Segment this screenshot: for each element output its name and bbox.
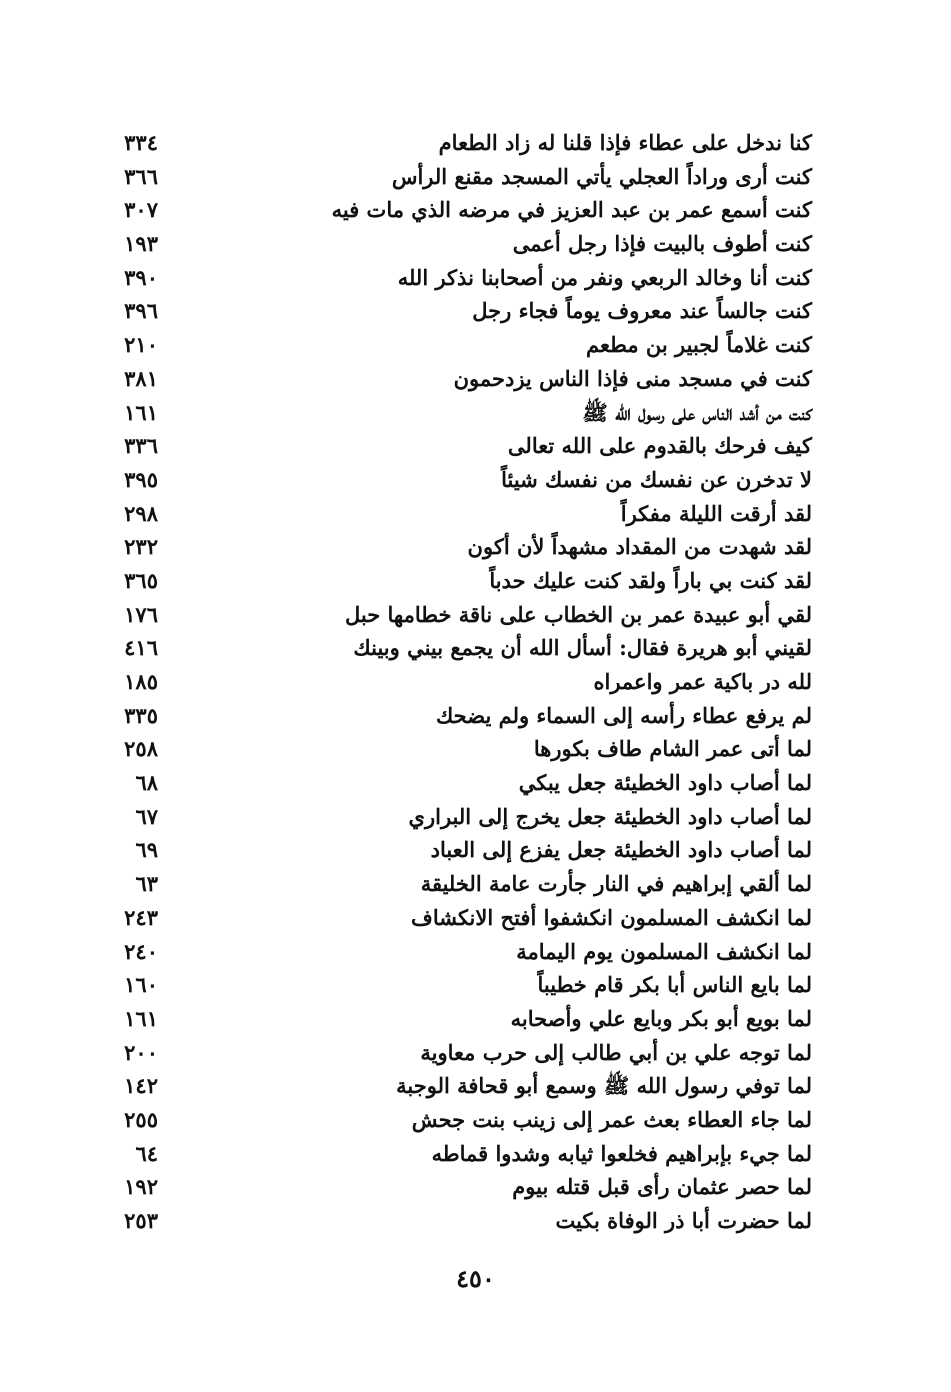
entry-text: لم يرفع عطاء رأسه إلى السماء ولم يضحك — [435, 702, 812, 728]
index-entry — [100, 261, 812, 295]
entry-page-number: ٣٣٦ — [124, 433, 158, 459]
entry-page-number: ٣٨١ — [124, 365, 158, 391]
entry-text: لما بايع الناس أبا بكر قام خطيباً — [537, 972, 812, 998]
entry-page-number: ٢٩٨ — [124, 500, 158, 526]
entry-page-number: ١٩٣ — [124, 231, 158, 257]
index-entry — [100, 800, 812, 834]
index-entry — [100, 294, 812, 328]
entry-text: لما بويع أبو بكر وبايع علي وأصحابه — [510, 1005, 812, 1031]
entry-page-number: ٣٣٥ — [124, 702, 158, 728]
index-entry — [100, 968, 812, 1002]
entry-page-number: ٦٣ — [135, 871, 158, 897]
entry-text: كنت أطوف بالبيت فإذا رجل أعمى — [512, 231, 812, 257]
entry-page-number: ٣٣٤ — [124, 130, 158, 155]
entry-page-number: ٢٠٠ — [124, 1039, 158, 1065]
index-entry — [100, 362, 812, 396]
index-entry — [100, 867, 812, 901]
entry-page-number: ٣٩٦ — [124, 298, 158, 324]
entry-page-number: ٢٤٣ — [124, 904, 158, 930]
entry-text: كنت أسمع عمر بن عبد العزيز في مرضه الذي مات فيه — [331, 197, 812, 223]
entry-text: كنت غلاماً لجبير بن مطعم — [586, 332, 812, 358]
entry-page-number: ١٩٢ — [124, 1174, 158, 1200]
page-number: ٤٥٠ — [456, 1264, 495, 1293]
entry-text: لما ألقي إبراهيم في النار جأرت عامة الخليقة — [420, 871, 812, 897]
entry-page-number: ١٤٢ — [124, 1073, 158, 1099]
entry-page-number: ٢٣٢ — [124, 534, 158, 560]
index-entry — [100, 631, 812, 665]
index-entry — [100, 833, 812, 867]
entry-page-number: ٢٤٠ — [124, 938, 158, 964]
entry-text: لقد أرقت الليلة مفكراً — [620, 500, 812, 526]
entry-page-number: ٤١٦ — [124, 635, 158, 661]
entry-page-number: ١٧٦ — [124, 601, 158, 627]
entry-text: لما أصاب داود الخطيئة جعل يفزع إلى العباد — [430, 837, 812, 863]
entry-text: لما انكشف المسلمون يوم اليمامة — [516, 938, 812, 964]
entry-page-number: ٦٤ — [135, 1140, 158, 1166]
entry-text: كنت في مسجد منى فإذا الناس يزدحمون — [453, 365, 812, 391]
index-entry — [100, 1103, 812, 1137]
index-entry — [100, 1069, 812, 1103]
entry-page-number: ١٦١ — [124, 1005, 158, 1031]
entry-text: لما توفي رسول الله ﷺ وسمع أبو قحافة الوجبة — [396, 1073, 812, 1099]
entry-page-number: ١٦٠ — [124, 972, 158, 998]
entry-page-number: ٢٥٣ — [124, 1208, 158, 1233]
entry-text: كنت من أشد الناس على رسول الله ﷺ — [582, 399, 812, 425]
entry-text: لما أصاب داود الخطيئة جعل يبكي — [518, 770, 812, 796]
index-entry — [100, 193, 812, 227]
index-entry — [100, 497, 812, 531]
entry-text: لما أتى عمر الشام طاف بكورها — [533, 736, 812, 762]
entry-text: كنت جالساً عند معروف يوماً فجاء رجل — [472, 298, 812, 324]
index-entry — [100, 1036, 812, 1070]
entry-page-number: ٣٠٧ — [124, 197, 158, 223]
entry-text: كنت أرى وراداً العجلي يأتي المسجد مقنع الرأس — [391, 163, 812, 189]
entry-text: لما حصر عثمان رأى قبل قتله بيوم — [512, 1174, 812, 1200]
index-entry — [100, 766, 812, 800]
index-entry — [100, 699, 812, 733]
index-entry — [100, 598, 812, 632]
index-entry — [100, 665, 812, 699]
index-entry — [100, 328, 812, 362]
entry-text: لقد شهدت من المقداد مشهداً لأن أكون — [467, 534, 812, 560]
index-entry — [100, 1204, 812, 1238]
index-entry — [100, 530, 812, 564]
entry-text: لقد كنت بي باراً ولقد كنت عليك حدباً — [489, 567, 812, 593]
entry-text: لله در باكية عمر واعمراه — [593, 669, 812, 694]
entry-text: لما حضرت أبا ذر الوفاة بكيت — [555, 1208, 812, 1233]
entry-page-number: ٦٧ — [135, 803, 158, 829]
index-entry — [100, 901, 812, 935]
index-entry — [100, 160, 812, 194]
index-entry — [100, 396, 812, 430]
entry-text: لما توجه علي بن أبي طالب إلى حرب معاوية — [420, 1039, 812, 1065]
index-entry — [100, 1170, 812, 1204]
entry-page-number: ٢١٠ — [124, 332, 158, 358]
index-entry — [100, 126, 812, 160]
index-list — [100, 126, 812, 1238]
entry-page-number: ٢٥٨ — [124, 736, 158, 762]
entry-page-number: ٣٩٥ — [124, 466, 158, 492]
entry-page-number: ٣٩٠ — [124, 264, 158, 290]
index-entry — [100, 1137, 812, 1171]
entry-text: كنت أنا وخالد الربعي ونفر من أصحابنا نذكر الله — [397, 264, 812, 290]
entry-page-number: ٣٦٦ — [124, 163, 158, 189]
entry-page-number: ٢٥٥ — [124, 1106, 158, 1132]
entry-text: لما جاء العطاء بعث عمر إلى زينب بنت جحش — [411, 1106, 812, 1132]
entry-text: لما جيء بإبراهيم فخلعوا ثيابه وشدوا قماطه — [431, 1140, 812, 1166]
entry-page-number: ١٨٥ — [124, 669, 158, 694]
entry-text: لقيني أبو هريرة فقال: أسأل الله أن يجمع بيني وبينك — [353, 635, 812, 661]
index-entry — [100, 463, 812, 497]
entry-text: لا تدخرن عن نفسك من نفسك شيئاً — [501, 466, 812, 492]
index-entry — [100, 732, 812, 766]
entry-text: لقي أبو عبيدة عمر بن الخطاب على ناقة خطامها حبل — [344, 601, 812, 627]
entry-text: كنا ندخل على عطاء فإذا قلنا له زاد الطعام — [438, 130, 812, 155]
index-entry — [100, 564, 812, 598]
entry-text: لما انكشف المسلمون انكشفوا أفتح الانكشاف — [411, 904, 812, 930]
index-entry — [100, 935, 812, 969]
entry-page-number: ٦٩ — [135, 837, 158, 863]
entry-page-number: ١٦١ — [124, 399, 158, 425]
entry-text: كيف فرحك بالقدوم على الله تعالى — [507, 433, 812, 459]
entry-text: لما أصاب داود الخطيئة جعل يخرج إلى البراري — [408, 803, 812, 829]
index-entry — [100, 429, 812, 463]
index-entry — [100, 1002, 812, 1036]
entry-page-number: ٦٨ — [135, 770, 158, 796]
index-entry — [100, 227, 812, 261]
entry-page-number: ٣٦٥ — [124, 567, 158, 593]
